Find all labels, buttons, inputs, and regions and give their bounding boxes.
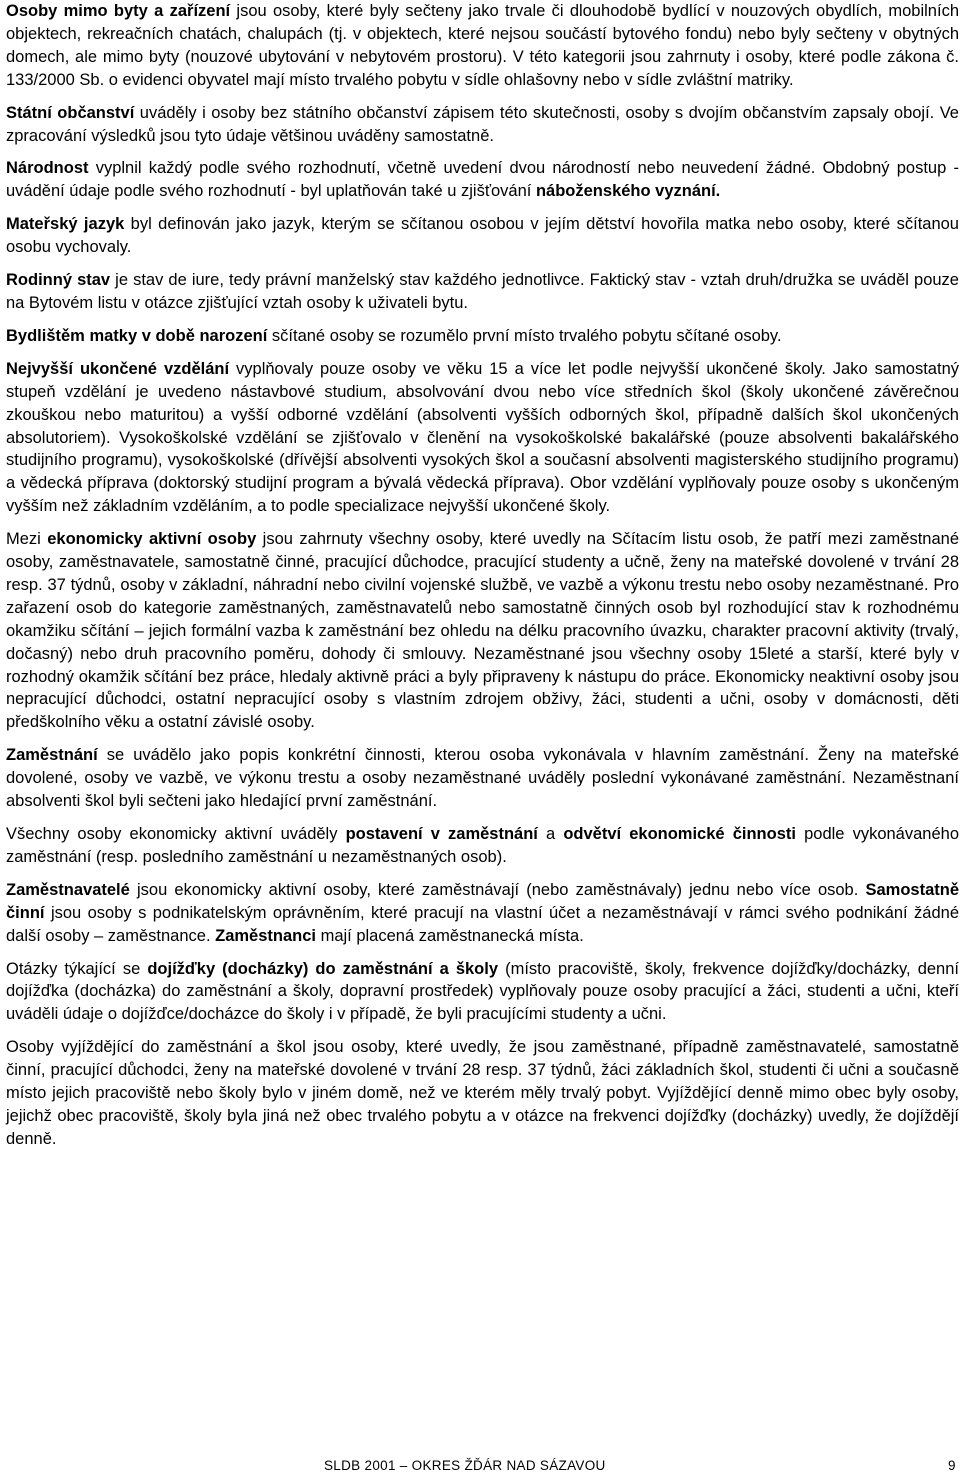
text-run: jsou ekonomicky aktivní osoby, které zaměstnávají (nebo zaměstnávaly) jednu nebo více osob. [129, 880, 866, 899]
text-run: se uvádělo jako popis konkrétní činnosti, kterou osoba vykonávala v hlavním zaměstnání. Ženy na mateřské dovolené, osoby ve vazbě, ve výkonu trestu a osoby nezaměstnané uváděly poslední vykonávané zaměstnání. Nezaměstnaní absolventi škol byli sečteni jako hledající první zaměstnání. [6, 746, 959, 811]
paragraph [6, 879, 959, 948]
text-run: jsou osoby s podnikatelským oprávněním, které pracují na vlastní účet a nezaměstnávají v rámci svého podnikání žádné další osoby – zaměstnance. [6, 903, 959, 945]
footer-title: SLDB 2001 – OKRES ŽĎÁR NAD SÁZAVOU [324, 1458, 606, 1473]
text-run: (místo pracoviště, školy, frekvence dojížďky/docházky, denní dojížďka (docházka) do zaměstnání a školy, dopravní prostředek) vyplňovaly pouze osoby pracující a žáci, studenti a učni, kteří uváděli údaje o dojížďce/docházce do školy i v případě, že byli pracujícími studenty a učni. [6, 959, 959, 1024]
paragraph [6, 1036, 959, 1151]
text-run: jsou zahrnuty všechny osoby, které uvedly na Sčítacím listu osob, že patří mezi zaměstnané osoby, zaměstnavatele, samostatně činné, pracující důchodce, pracující studenty a učně, ženy na mateřské dovolené v trvání 28 resp. 37 týdnů, osoby v základní, náhradní nebo civilní vojenské službě, ve vazbě a výkonu trestu nebo osoby nezaměstnané. Pro zařazení osob do kategorie zaměstnaných, zaměstnavatelů nebo samostatně činných osob byl rozhodující stav k rozhodnému okamžiku sčítání – jejich formální vazba k zaměstnání bez ohledu na délku pracovního úvazku, charakter pracovní aktivity (trvalý, dočasný) nebo druh pracovního poměru, dohody či smlouvy. Nezaměstnané jsou všechny osoby 15leté a starší, které byly v rozhodný okamžik sčítání bez práce, hledaly aktivně práci a byly připraveny k nástupu do práce. Ekonomicky neaktivní osoby jsou nepracující důchodci, ostatní nepracující osoby s vlastním zdrojem obživy, žáci, studenti a učni, osoby v domácnosti, děti předškolního věku a ostatní závislé osoby. [6, 530, 960, 732]
text-run: vyplňovaly pouze osoby ve věku 15 a více let podle nejvyšší ukončené školy. Jako samostatný stupeň vzdělání je uvedeno nástavbové studium, absolvování dvou nebo více středních škol (školy ukončené závěrečnou zkouškou nebo maturitou) a vyšší odborné vzdělání (absolventi vyšších odborných škol, případně dalších škol ukončených absolutoriem). Vysokoškolské vzdělání se zjišťovalo v členění na vysokoškolské bakalářské (pouze absolventi bakalářského studijního programu), vysokoškolské (dřívější absolventi vysokých škol a současní absolventi magisterského studijního programu) a vědecká příprava (doktorský studijní program a bývalá vědecká příprava). Obor vzdělání vyplňovaly pouze osoby s ukončeným vyšším než základním vzděláním, a to podle specializace nejvyšší ukončené školy. [6, 359, 959, 516]
paragraph [6, 157, 959, 203]
paragraph [6, 102, 959, 148]
page-number: 9 [948, 1458, 956, 1473]
text-run: Osoby vyjíždějící do zaměstnání a škol jsou osoby, které uvedly, že jsou zaměstnané, případně zaměstnavatelé, samostatně činní, pracující důchodci, ženy na mateřské dovolené v trvání 28 resp. 37 týdnů, žáci základních škol, studenti či učni a současně místo jejich pracoviště nebo školy bylo v jiném domě, než ve kterém měly trvalý pobyt. Vyjíždějící denně mimo obec byly osoby, jejichž obec pracoviště, školy byla jiná než obec trvalého pobytu a v otázce na frekvenci dojížďky (docházky) uvedly, že dojíždějí denně. [6, 1038, 959, 1148]
bold-term: Samostatně činní [6, 880, 959, 922]
text-run: uváděly i osoby bez státního občanství zápisem této skutečnosti, osoby s dvojím občanstvím zapsaly obojí. Ve zpracování výsledků jsou tyto údaje většinou uváděny samostatně. [6, 103, 959, 145]
bold-term: Rodinný stav [6, 271, 111, 290]
bold-term: Národnost [6, 159, 89, 178]
paragraph [6, 528, 959, 734]
text-run: mají placená zaměstnanecká místa. [316, 926, 584, 945]
text-run: a [537, 825, 564, 843]
bold-term: Bydlištěm matky v době narození [6, 326, 268, 345]
bold-term: Mateřský jazyk [6, 215, 125, 234]
paragraph [6, 823, 959, 869]
bold-term: Zaměstnanci [215, 926, 316, 945]
bold-term: postavení v zaměstnání [345, 825, 538, 843]
text-run: je stav de iure, tedy právní manželský stav každého jednotlivce. Faktický stav - vztah druh/družka se uváděl pouze na Bytovém listu v otázce zjišťující vztah osoby k uživateli bytu. [6, 271, 959, 312]
bold-term: Osoby mimo byty a zařízení [6, 2, 231, 20]
bold-term: Nejvyšší ukončené vzdělání [6, 359, 230, 378]
text-run: vyplnil každý podle svého rozhodnutí, včetně uvedení dvou národností nebo neuvedení žádné. Obdobný postup - uvádění údaje podle svého rozhodnutí - byl uplatňován také u zjišťování [6, 159, 959, 201]
paragraph [6, 958, 959, 1027]
paragraph [6, 269, 959, 315]
bold-term: dojížďky (docházky) do zaměstnání a školy [147, 959, 499, 978]
bold-term: ekonomicky aktivní osoby [47, 530, 257, 549]
text-run: Mezi [6, 530, 48, 549]
bold-term: Státní občanství [6, 103, 135, 122]
bold-term: odvětví ekonomické činnosti [563, 825, 796, 843]
paragraph [6, 325, 959, 348]
bold-term: Zaměstnání [6, 746, 98, 765]
document-body [6, 0, 959, 1161]
text-run: jsou osoby, které byly sečteny jako trvale či dlouhodobě bydlící v nouzových obydlích, mobilních objektech, rekreačních chatách, chalupách (tj. v objektech, které nejsou součástí bytového fondu) nebo byly sečteny v obytných domech, ale mimo byty (nouzové ubytování v nebytovém prostoru). V této kategorii jsou zahrnuty i osoby, které podle zákona č. 133/2000 Sb. o evidenci obyvatel mají místo trvalého pobytu v sídle ohlašovny nebo v sídle zvláštní matriky. [6, 2, 959, 89]
bold-term: náboženského vyznání. [535, 182, 721, 201]
text-run: podle vykonávaného zaměstnání (resp. posledního zaměstnání u nezaměstnaných osob). [6, 825, 959, 866]
bold-term: Zaměstnavatelé [6, 880, 130, 899]
text-run: Otázky týkající se [6, 959, 148, 978]
paragraph [6, 213, 959, 259]
text-run: sčítané osoby se rozumělo první místo trvalého pobytu sčítané osoby. [267, 326, 782, 345]
text-run: Všechny osoby ekonomicky aktivní uváděly [6, 825, 346, 843]
paragraph [6, 0, 959, 92]
paragraph [6, 744, 959, 813]
paragraph [6, 358, 959, 518]
text-run: byl definován jako jazyk, kterým se sčítanou osobou v jejím dětství hovořila matka nebo osoby, které sčítanou osobu vychovaly. [6, 215, 959, 257]
